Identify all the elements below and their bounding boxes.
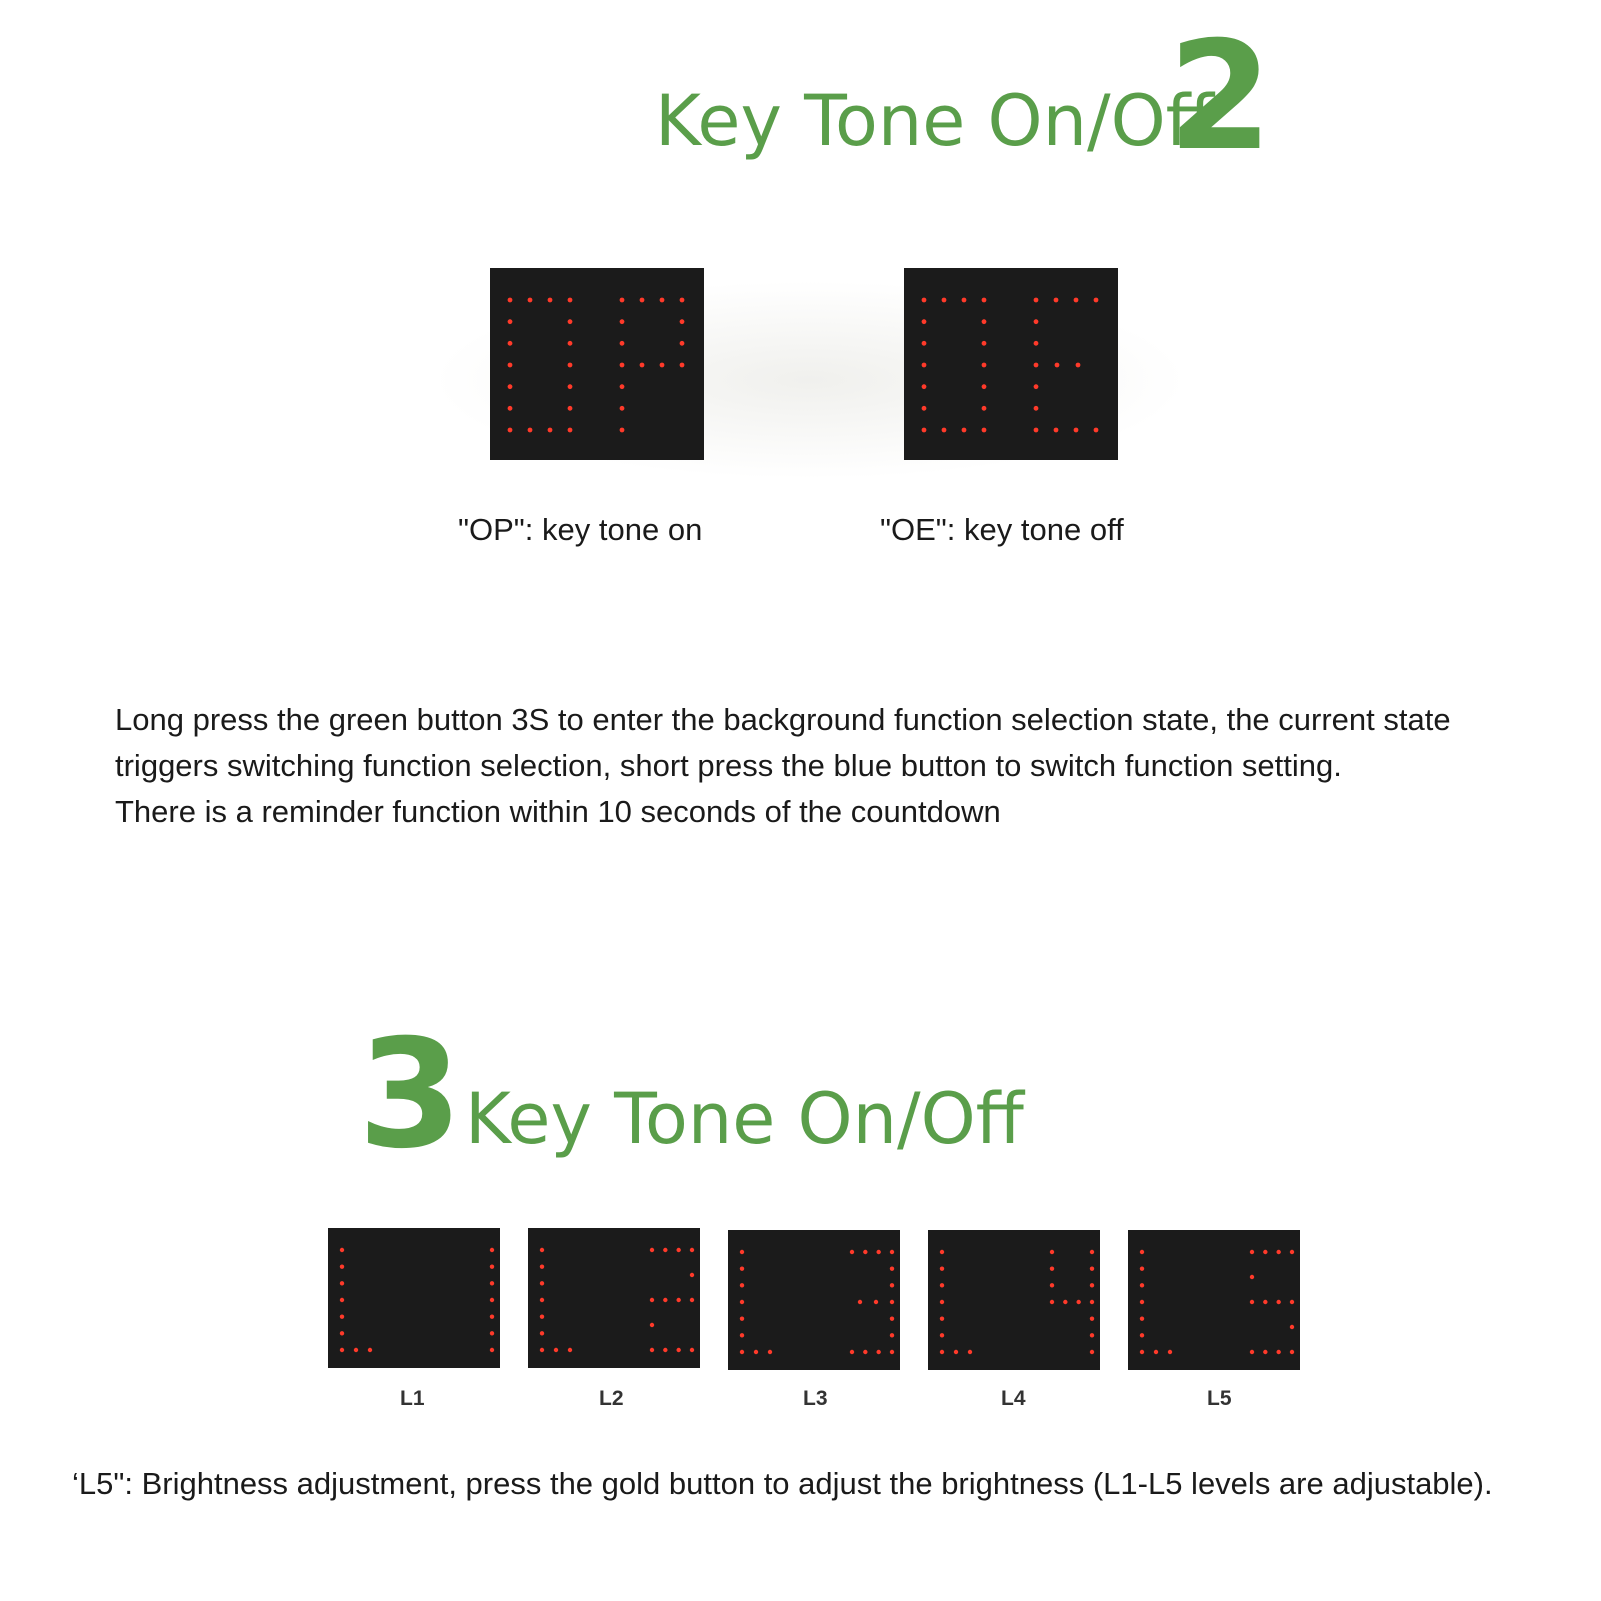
led-dot (922, 406, 927, 411)
led-dot (942, 428, 947, 433)
led-l2-dots (528, 1228, 700, 1368)
led-dot (1154, 1350, 1158, 1354)
section3-number: 3 (358, 1008, 463, 1182)
led-dot (1263, 1350, 1267, 1354)
led-dot (1090, 1333, 1094, 1337)
led-dot (660, 363, 665, 368)
led-dot (922, 363, 927, 368)
led-dot (368, 1348, 372, 1352)
led-dot (982, 428, 987, 433)
led-dot (1090, 1250, 1094, 1254)
led-dot (850, 1350, 854, 1354)
led-dot (1034, 384, 1039, 389)
led-dot (490, 1248, 494, 1252)
led-dot (1090, 1316, 1094, 1320)
led-display-l4 (928, 1230, 1100, 1370)
led-dot (620, 428, 625, 433)
led-dot (1034, 298, 1039, 303)
led-dot (340, 1264, 344, 1268)
led-dot (490, 1264, 494, 1268)
led-dot (1140, 1300, 1144, 1304)
led-dot (1250, 1250, 1254, 1254)
led-dot (528, 428, 533, 433)
led-dot (690, 1298, 694, 1302)
led-dot (340, 1331, 344, 1335)
led-dot (568, 428, 573, 433)
led-dot (508, 319, 513, 324)
led-dot (982, 341, 987, 346)
led-l1-dots (328, 1228, 500, 1368)
led-op-dots (490, 268, 704, 460)
led-dot (890, 1316, 894, 1320)
led-dot (954, 1350, 958, 1354)
led-dot (508, 406, 513, 411)
led-dot (982, 384, 987, 389)
led-dot (650, 1298, 654, 1302)
led-dot (528, 298, 533, 303)
led-dot (1050, 1266, 1054, 1270)
led-dot (740, 1266, 744, 1270)
led-dot (863, 1250, 867, 1254)
led-dot (1034, 319, 1039, 324)
led-dot (554, 1348, 558, 1352)
led-dot (1055, 363, 1060, 368)
led-dot (568, 406, 573, 411)
led-dot (1034, 363, 1039, 368)
led-dot (620, 341, 625, 346)
led-dot (982, 319, 987, 324)
led-dot (490, 1298, 494, 1302)
led-dot (850, 1250, 854, 1254)
led-dot (1034, 406, 1039, 411)
caption-op: "OP": key tone on (458, 512, 703, 547)
led-dot (1250, 1350, 1254, 1354)
led-dot (1076, 363, 1081, 368)
led-dot (490, 1281, 494, 1285)
led-dot (340, 1281, 344, 1285)
led-dot (620, 363, 625, 368)
led-dot (1050, 1283, 1054, 1287)
led-dot (680, 341, 685, 346)
led-dot (354, 1348, 358, 1352)
led-dot (676, 1248, 680, 1252)
led-dot (1090, 1350, 1094, 1354)
led-dot (690, 1348, 694, 1352)
level-label-l5: L5 (1207, 1387, 1232, 1410)
led-dot (676, 1348, 680, 1352)
led-dot (940, 1300, 944, 1304)
led-dot (1276, 1250, 1280, 1254)
led-dot (640, 298, 645, 303)
brightness-note: ‘L5": Brightness adjustment, press the gold button to adjust the brightness (L1-L5 levels are adjustable). (72, 1466, 1493, 1501)
led-dot (940, 1250, 944, 1254)
led-dot (340, 1298, 344, 1302)
led-dot (1094, 298, 1099, 303)
led-dot (890, 1333, 894, 1337)
led-dot (1276, 1350, 1280, 1354)
led-dot (690, 1273, 694, 1277)
led-l4-dots (928, 1230, 1100, 1370)
led-dot (1140, 1283, 1144, 1287)
led-dot (863, 1350, 867, 1354)
led-dot (650, 1248, 654, 1252)
led-dot (508, 298, 513, 303)
led-dot (1063, 1300, 1067, 1304)
led-dot (508, 428, 513, 433)
led-dot (740, 1283, 744, 1287)
led-dot (660, 298, 665, 303)
led-dot (874, 1300, 878, 1304)
led-dot (1074, 428, 1079, 433)
instructions-paragraph (115, 697, 1535, 835)
led-display-op (490, 268, 704, 460)
led-dot (1290, 1300, 1294, 1304)
level-label-l3: L3 (803, 1387, 828, 1410)
led-dot (663, 1298, 667, 1302)
section3-title: Key Tone On/Off (465, 1078, 1024, 1160)
led-dot (1050, 1250, 1054, 1254)
led-dot (1140, 1316, 1144, 1320)
led-dot (1090, 1283, 1094, 1287)
section2-title: Key Tone On/Off (655, 80, 1214, 162)
led-dot (663, 1348, 667, 1352)
led-dot (890, 1266, 894, 1270)
led-dot (640, 363, 645, 368)
led-dot (754, 1350, 758, 1354)
led-dot (1050, 1300, 1054, 1304)
led-dot (890, 1250, 894, 1254)
led-dot (1054, 428, 1059, 433)
led-dot (540, 1264, 544, 1268)
led-dot (620, 298, 625, 303)
led-dot (940, 1266, 944, 1270)
led-dot (490, 1331, 494, 1335)
led-dot (922, 298, 927, 303)
led-dot (1250, 1275, 1254, 1279)
level-label-l2: L2 (599, 1387, 624, 1410)
led-dot (620, 384, 625, 389)
led-dot (876, 1250, 880, 1254)
led-dot (876, 1350, 880, 1354)
led-dot (620, 406, 625, 411)
led-dot (540, 1348, 544, 1352)
led-dot (1250, 1300, 1254, 1304)
led-dot (508, 363, 513, 368)
led-dot (508, 341, 513, 346)
led-dot (922, 384, 927, 389)
led-display-l5 (1128, 1230, 1300, 1370)
led-dot (968, 1350, 972, 1354)
led-dot (568, 384, 573, 389)
led-dot (1140, 1350, 1144, 1354)
led-dot (1074, 298, 1079, 303)
led-dot (922, 319, 927, 324)
led-dot (740, 1316, 744, 1320)
led-dot (1290, 1250, 1294, 1254)
led-dot (768, 1350, 772, 1354)
led-dot (1140, 1333, 1144, 1337)
led-dot (858, 1300, 862, 1304)
led-display-oe (904, 268, 1118, 460)
led-dot (680, 298, 685, 303)
led-dot (1054, 298, 1059, 303)
led-l5-dots (1128, 1230, 1300, 1370)
led-dot (540, 1314, 544, 1318)
led-dot (540, 1248, 544, 1252)
led-dot (922, 341, 927, 346)
led-dot (540, 1281, 544, 1285)
led-dot (568, 1348, 572, 1352)
led-dot (890, 1350, 894, 1354)
led-dot (1290, 1350, 1294, 1354)
led-dot (650, 1323, 654, 1327)
led-l3-dots (728, 1230, 900, 1370)
level-label-l1: L1 (400, 1387, 425, 1410)
led-dot (676, 1298, 680, 1302)
led-dot (940, 1333, 944, 1337)
led-dot (1263, 1300, 1267, 1304)
led-dot (940, 1350, 944, 1354)
led-dot (940, 1283, 944, 1287)
led-dot (740, 1300, 744, 1304)
led-dot (962, 298, 967, 303)
led-dot (490, 1314, 494, 1318)
led-dot (890, 1283, 894, 1287)
led-dot (740, 1333, 744, 1337)
led-dot (982, 298, 987, 303)
led-dot (982, 363, 987, 368)
led-dot (962, 428, 967, 433)
led-dot (650, 1348, 654, 1352)
level-label-l4: L4 (1001, 1387, 1026, 1410)
led-dot (490, 1348, 494, 1352)
led-dot (1263, 1250, 1267, 1254)
led-dot (1290, 1325, 1294, 1329)
led-dot (548, 298, 553, 303)
led-dot (922, 428, 927, 433)
led-dot (540, 1331, 544, 1335)
led-dot (1140, 1250, 1144, 1254)
section2-number: 2 (1168, 10, 1273, 184)
led-dot (340, 1248, 344, 1252)
led-dot (568, 319, 573, 324)
led-dot (568, 341, 573, 346)
instructions-line-2: triggers switching function selection, short press the blue button to switch function setting. (115, 748, 1342, 783)
led-dot (890, 1300, 894, 1304)
led-dot (548, 428, 553, 433)
led-display-l2 (528, 1228, 700, 1368)
led-dot (680, 363, 685, 368)
led-dot (680, 319, 685, 324)
led-dot (540, 1298, 544, 1302)
led-dot (1140, 1266, 1144, 1270)
led-dot (1094, 428, 1099, 433)
instructions-line-3: There is a reminder function within 10 seconds of the countdown (115, 794, 1001, 829)
instructions-line-1: Long press the green button 3S to enter the background function selection state, the current state (115, 702, 1451, 737)
led-dot (1090, 1266, 1094, 1270)
led-dot (340, 1314, 344, 1318)
led-oe-dots (904, 268, 1118, 460)
led-dot (942, 298, 947, 303)
led-dot (940, 1316, 944, 1320)
led-dot (1076, 1300, 1080, 1304)
led-dot (568, 363, 573, 368)
led-dot (1034, 341, 1039, 346)
led-dot (1276, 1300, 1280, 1304)
led-dot (1090, 1300, 1094, 1304)
led-display-l3 (728, 1230, 900, 1370)
caption-oe: "OE": key tone off (880, 512, 1124, 547)
led-dot (340, 1348, 344, 1352)
led-dot (620, 319, 625, 324)
led-dot (663, 1248, 667, 1252)
led-display-l1 (328, 1228, 500, 1368)
led-dot (568, 298, 573, 303)
led-dot (740, 1350, 744, 1354)
led-dot (690, 1248, 694, 1252)
led-dot (982, 406, 987, 411)
led-dot (1168, 1350, 1172, 1354)
led-dot (740, 1250, 744, 1254)
led-dot (1034, 428, 1039, 433)
led-dot (508, 384, 513, 389)
